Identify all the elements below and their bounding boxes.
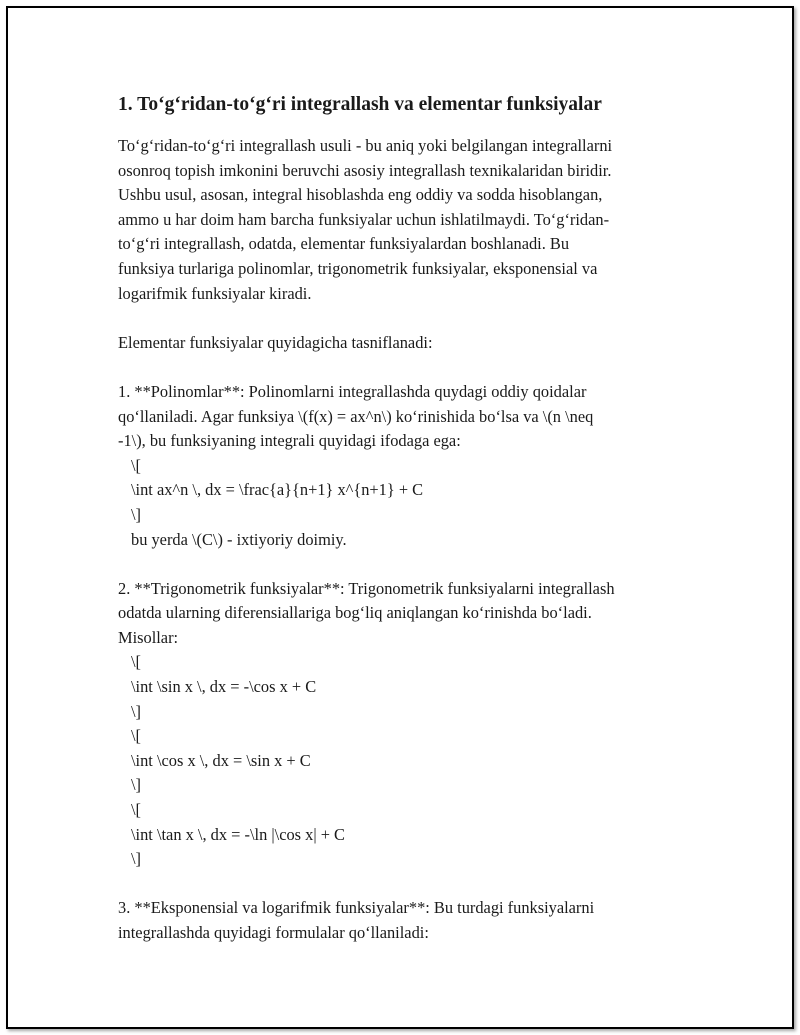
exp-log-line: 3. **Eksponensial va logarifmik funksiyalar**: Bu turdagi funksiyalarni: [118, 898, 595, 918]
classification-line: Elementar funksiyalar quyidagicha tasniflanadi:: [118, 332, 433, 352]
exp-log-line: integrallashda quyidagi formulalar qo‘llaniladi:: [118, 923, 429, 942]
formula-line: \int ax^n \, dx = \frac{a}{n+1} x^{n+1} + C: [131, 480, 424, 500]
section-title: 1. To‘g‘ridan-to‘g‘ri integrallash va elementar funksiyalar: [118, 94, 602, 115]
intro-line: logarifmik funksiyalar kiradi.: [118, 283, 312, 303]
polynomials-line: 1. **Polinomlar**: Polinomlarni integrallashda quydagi oddiy qoidalar: [118, 381, 587, 401]
trig-line: 2. **Trigonometrik funksiyalar**: Trigonometrik funksiyalarni integrallash: [118, 578, 615, 598]
paragraph-gap: [118, 306, 688, 331]
intro-line: Ushbu usul, asosan, integral hisoblashda eng oddiy va sodda hisoblangan,: [118, 185, 603, 205]
formula-line: \int \tan x \, dx = -\ln |\cos x| + C: [131, 824, 345, 844]
formula-line: \int \cos x \, dx = \sin x + C: [131, 750, 311, 770]
intro-line: To‘g‘ridan-to‘g‘ri integrallash usuli - bu aniq yoki belgilangan integrallarni: [118, 136, 613, 155]
intro-line: osonroq topish imkonini beruvchi asosiy integrallash texnikalaridan biridir.: [118, 160, 612, 180]
formula-line: \[: [131, 455, 142, 475]
formula-line: \[: [131, 726, 142, 746]
intro-paragraph: [118, 134, 688, 946]
formula-line: \]: [131, 775, 142, 795]
formula-line: \int \sin x \, dx = -\cos x + C: [131, 677, 317, 697]
polynomials-line: -1\), bu funksiyaning integrali quyidagi ifodaga ega:: [118, 431, 461, 451]
intro-line: funksiya turlariga polinomlar, trigonometrik funksiyalar, eksponensial va: [118, 258, 598, 278]
formula-line: \]: [131, 701, 142, 721]
polynomials-line: qo‘llaniladi. Agar funksiya \(f(x) = ax^n\) ko‘rinishida bo‘lsa va \(n \neq: [118, 406, 594, 426]
intro-line: ammo u har doim ham barcha funksiyalar uchun ishlatilmaydi. To‘g‘ridan-: [118, 209, 610, 229]
formula-line: \]: [131, 849, 142, 869]
paragraph-gap: [118, 355, 688, 380]
paragraph-gap: [118, 872, 688, 897]
trig-line: odatda ularning diferensiallariga bog‘liq aniqlangan ko‘rinishda bo‘ladi.: [118, 603, 592, 623]
intro-line: to‘g‘ri integrallash, odatda, elementar funksiyalardan boshlanadi. Bu: [118, 234, 570, 254]
formula-line: \[: [131, 652, 142, 672]
formula-line: \]: [131, 504, 142, 524]
formula-note: bu yerda \(C\) - ixtiyoriy doimiy.: [131, 529, 347, 549]
document-content: [118, 92, 688, 946]
trig-line: Misollar:: [118, 627, 179, 647]
formula-line: \[: [131, 800, 142, 820]
paragraph-gap: [118, 552, 688, 577]
